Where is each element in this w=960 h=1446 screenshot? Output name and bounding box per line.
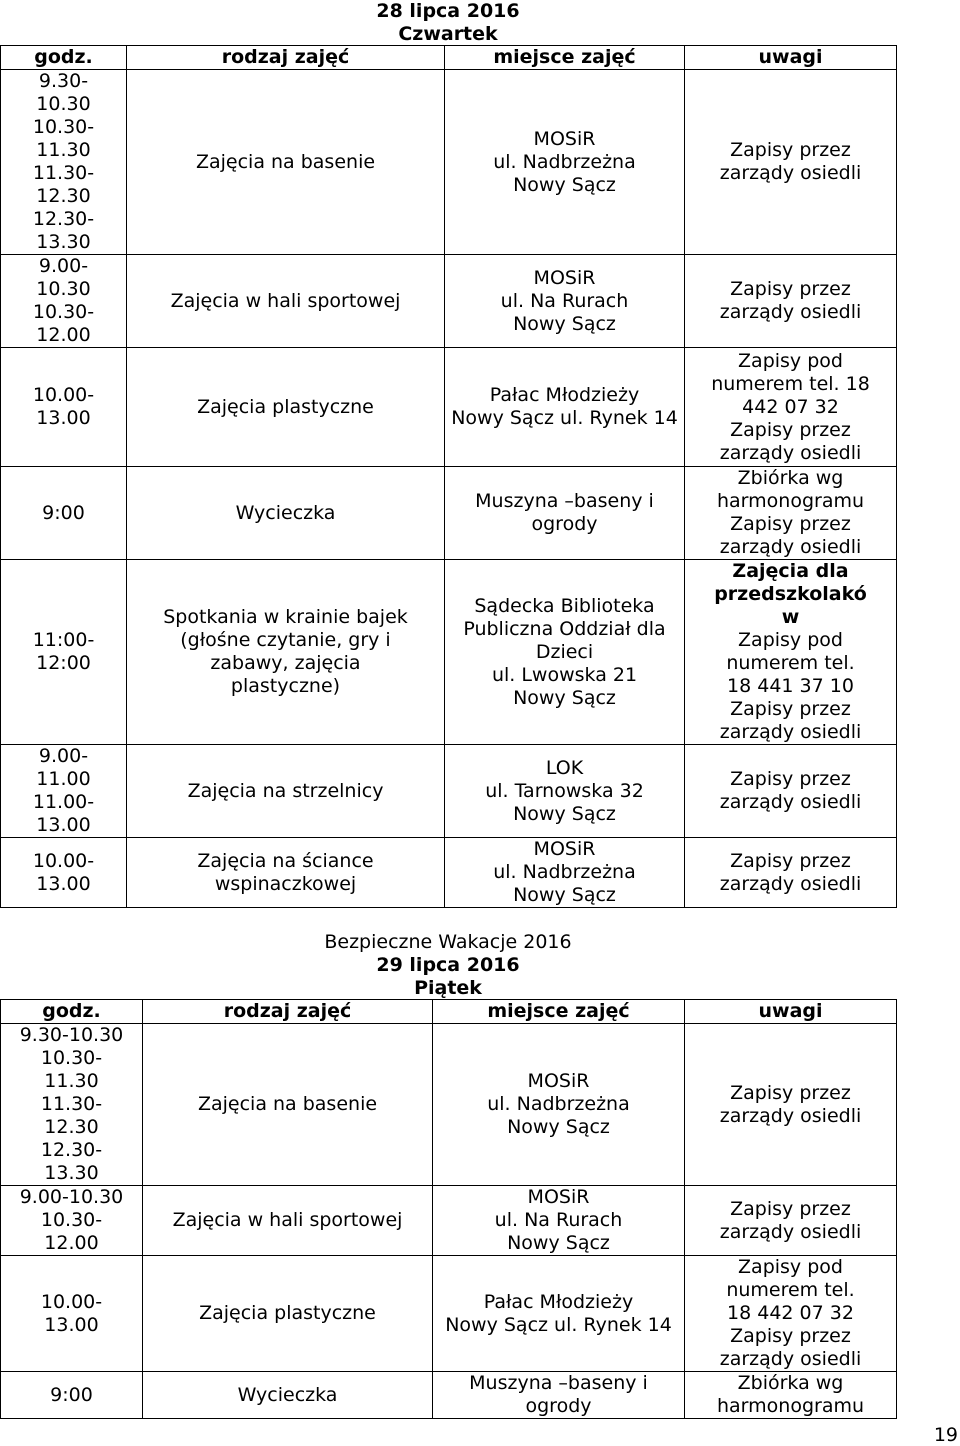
- time-cell: [1, 1024, 143, 1186]
- notes-line: zarządy osiedli: [719, 1348, 862, 1370]
- activity-line: Zajęcia na strzelnicy: [187, 779, 384, 802]
- activity-line: (głośne czytanie, gry i: [180, 629, 391, 651]
- place-line: Muszyna –baseny i: [469, 1372, 648, 1394]
- activity-line: Zajęcia w hali sportowej: [172, 1209, 403, 1231]
- time-cell: [1, 1372, 143, 1419]
- time-line: 11:00-: [32, 629, 95, 651]
- time-line: 13.00: [36, 872, 91, 895]
- time-line: 12.30-: [32, 208, 95, 230]
- table-header-row: [1, 1000, 897, 1024]
- activity-cell: [127, 467, 445, 560]
- header-place: miejsce zajęć: [433, 1000, 685, 1024]
- activity-cell: [127, 745, 445, 838]
- notes-line: zarządy osiedli: [719, 162, 862, 184]
- day1-weekday: Czwartek: [398, 23, 498, 45]
- time-line: 13.00: [36, 814, 91, 836]
- notes-cell: [685, 1256, 897, 1372]
- table-row: [1, 1372, 897, 1419]
- notes-line: zarządy osiedli: [719, 721, 862, 743]
- place-line: Nowy Sącz: [513, 686, 616, 709]
- time-line: 10.30-: [40, 1047, 103, 1069]
- day1-date: 28 lipca 2016: [376, 0, 520, 22]
- time-line: 10.30-: [40, 1209, 103, 1231]
- time-cell: [1, 838, 127, 908]
- program-title: Bezpieczne Wakacje 2016: [324, 931, 572, 953]
- notes-line: Zbiórka wg: [737, 467, 844, 489]
- place-cell: [445, 348, 685, 467]
- place-cell: [445, 560, 685, 745]
- time-line: 13.30: [44, 1162, 99, 1184]
- table-row: [1, 1024, 897, 1186]
- table-row: [1, 838, 897, 908]
- table-row: [1, 1256, 897, 1372]
- place-line: ul. Lwowska 21: [491, 663, 638, 686]
- notes-line: zarządy osiedli: [719, 872, 862, 895]
- notes-bold-line: w: [781, 606, 800, 628]
- page-number: 19: [933, 1424, 958, 1446]
- notes-line: harmonogramu: [716, 490, 865, 512]
- place-line: MOSiR: [527, 1186, 590, 1208]
- notes-line: Zapisy pod: [738, 1256, 843, 1278]
- time-line: 10.30-: [32, 116, 95, 138]
- notes-cell: [685, 255, 897, 348]
- place-line: ogrody: [525, 1395, 592, 1417]
- day2-schedule-table: [0, 999, 897, 1419]
- activity-cell: [127, 70, 445, 255]
- header-activity: rodzaj zajęć: [127, 46, 445, 70]
- place-line: ul. Nadbrzeżna: [493, 150, 636, 173]
- notes-line: 442 07 32: [742, 395, 839, 418]
- place-line: Dzieci: [535, 640, 594, 663]
- place-cell: [433, 1024, 685, 1186]
- activity-cell: [127, 348, 445, 467]
- time-cell: [1, 1256, 143, 1372]
- time-line: 9.00-: [38, 255, 89, 277]
- place-line: MOSiR: [527, 1070, 590, 1092]
- place-line: ul. Na Rurach: [494, 1209, 623, 1231]
- time-line: 12.30-: [40, 1139, 103, 1161]
- header-notes: uwagi: [685, 1000, 897, 1024]
- place-line: MOSiR: [533, 127, 596, 150]
- place-line: Nowy Sącz: [513, 884, 616, 906]
- day2-date: 29 lipca 2016: [376, 954, 520, 976]
- place-line: Nowy Sącz: [513, 173, 616, 196]
- place-line: Muszyna –baseny i: [475, 490, 654, 512]
- time-line: 10.30-: [32, 301, 95, 323]
- notes-cell: [685, 1186, 897, 1256]
- time-line: 12.30: [44, 1116, 99, 1138]
- place-line: Nowy Sącz: [507, 1116, 610, 1138]
- place-cell: [445, 467, 685, 560]
- notes-line: zarządy osiedli: [719, 1220, 862, 1243]
- time-cell: [1, 70, 127, 255]
- activity-line: Zajęcia na basenie: [195, 150, 376, 173]
- time-line: 9:00: [42, 501, 85, 524]
- time-cell: [1, 255, 127, 348]
- notes-line: numerem tel.: [726, 652, 855, 674]
- table-row: [1, 70, 897, 255]
- activity-line: Wycieczka: [237, 1383, 338, 1406]
- place-line: ul. Na Rurach: [500, 289, 629, 312]
- place-cell: [445, 70, 685, 255]
- time-line: 9.30-: [38, 70, 89, 92]
- notes-bold-line: Zajęcia dla: [732, 560, 849, 582]
- time-line: 12:00: [36, 652, 91, 674]
- table-row: [1, 467, 897, 560]
- notes-cell: [685, 70, 897, 255]
- place-line: Publiczna Oddział dla: [463, 617, 666, 640]
- activity-line: plastyczne): [230, 675, 341, 697]
- notes-line: Zapisy przez: [730, 698, 851, 720]
- time-cell: [1, 1186, 143, 1256]
- place-cell: [433, 1256, 685, 1372]
- place-line: Pałac Młodzieży: [489, 384, 640, 406]
- notes-line: numerem tel.: [726, 1279, 855, 1301]
- notes-line: zarządy osiedli: [719, 441, 862, 464]
- table-header-row: [1, 46, 897, 70]
- activity-line: Zajęcia plastyczne: [197, 395, 374, 418]
- time-cell: [1, 467, 127, 560]
- day2-weekday: Piątek: [414, 977, 482, 999]
- place-cell: [445, 255, 685, 348]
- time-line: 9:00: [50, 1383, 93, 1406]
- activity-cell: [143, 1372, 433, 1419]
- notes-cell: [685, 348, 897, 467]
- time-line: 10.30: [36, 278, 91, 300]
- notes-line: zarządy osiedli: [719, 791, 862, 813]
- place-cell: [433, 1372, 685, 1419]
- time-line: 11.30: [44, 1070, 99, 1092]
- notes-line: Zapisy pod: [738, 349, 843, 372]
- notes-line: Zapisy pod: [738, 629, 843, 651]
- time-line: 10.00-: [40, 1290, 103, 1313]
- notes-line: Zapisy przez: [730, 513, 851, 535]
- notes-bold-line: przedszkolakó: [714, 583, 867, 605]
- table-row: [1, 348, 897, 467]
- notes-line: Zapisy przez: [730, 278, 851, 300]
- day2-heading: [0, 931, 896, 1000]
- notes-cell: [685, 560, 897, 745]
- notes-line: Zapisy przez: [730, 849, 851, 872]
- notes-line: Zapisy przez: [730, 139, 851, 161]
- activity-line: Zajęcia plastyczne: [199, 1302, 376, 1324]
- time-line: 9.30-10.30: [19, 1024, 124, 1046]
- time-cell: [1, 560, 127, 745]
- header-place: miejsce zajęć: [445, 46, 685, 70]
- activity-line: zabawy, zajęcia: [210, 652, 361, 674]
- activity-cell: [143, 1186, 433, 1256]
- time-line: 9.00-: [38, 745, 89, 767]
- notes-cell: [685, 745, 897, 838]
- header-time: godz.: [1, 1000, 143, 1024]
- activity-cell: [127, 255, 445, 348]
- place-line: ul. Nadbrzeżna: [487, 1093, 630, 1115]
- notes-cell: [685, 1024, 897, 1186]
- time-line: 11.00-: [32, 791, 95, 813]
- activity-line: Wycieczka: [235, 501, 336, 524]
- place-line: ul. Nadbrzeżna: [493, 861, 636, 883]
- time-line: 10.00-: [32, 384, 95, 406]
- activity-cell: [127, 838, 445, 908]
- table-row: [1, 745, 897, 838]
- place-cell: [433, 1186, 685, 1256]
- time-line: 11.30: [36, 139, 91, 161]
- place-cell: [445, 838, 685, 908]
- activity-line: Zajęcia na basenie: [197, 1093, 378, 1115]
- time-line: 12.00: [36, 324, 91, 346]
- notes-line: zarządy osiedli: [719, 1104, 862, 1127]
- header-time: godz.: [1, 46, 127, 70]
- place-line: ul. Tarnowska 32: [485, 779, 644, 802]
- time-cell: [1, 348, 127, 467]
- table-row: [1, 1186, 897, 1256]
- activity-line: wspinaczkowej: [214, 872, 357, 895]
- place-line: Pałac Młodzieży: [483, 1290, 634, 1313]
- activity-line: Zajęcia na ściance: [197, 849, 374, 872]
- time-line: 13.00: [36, 407, 91, 429]
- activity-cell: [127, 560, 445, 745]
- time-line: 12.30: [36, 185, 91, 207]
- time-line: 12.00: [44, 1232, 99, 1254]
- notes-line: Zbiórka wg: [737, 1372, 844, 1394]
- notes-line: 18 442 07 32: [727, 1302, 854, 1324]
- time-line: 10.00-: [32, 849, 95, 872]
- place-line: ogrody: [531, 513, 598, 535]
- notes-cell: [685, 1372, 897, 1419]
- notes-line: harmonogramu: [716, 1395, 865, 1417]
- activity-cell: [143, 1256, 433, 1372]
- time-line: 13.30: [36, 231, 91, 253]
- notes-cell: [685, 467, 897, 560]
- notes-line: Zapisy przez: [730, 1325, 851, 1347]
- place-line: Nowy Sącz ul. Rynek 14: [451, 407, 678, 429]
- notes-cell: [685, 838, 897, 908]
- time-line: 11.30-: [40, 1093, 103, 1115]
- activity-cell: [143, 1024, 433, 1186]
- notes-line: zarządy osiedli: [719, 301, 862, 323]
- time-line: 9.00-10.30: [19, 1186, 124, 1208]
- place-cell: [445, 745, 685, 838]
- place-line: MOSiR: [533, 838, 596, 860]
- header-notes: uwagi: [685, 46, 897, 70]
- day1-heading: [0, 0, 896, 46]
- notes-line: Zapisy przez: [730, 768, 851, 790]
- place-line: Nowy Sącz: [513, 802, 616, 825]
- activity-line: Zajęcia w hali sportowej: [170, 289, 401, 312]
- place-line: MOSiR: [533, 266, 596, 289]
- table-row: [1, 560, 897, 745]
- notes-line: 18 441 37 10: [727, 675, 854, 697]
- place-line: Sądecka Biblioteka: [474, 594, 655, 617]
- place-line: Nowy Sącz: [507, 1232, 610, 1254]
- header-activity: rodzaj zajęć: [143, 1000, 433, 1024]
- place-line: Nowy Sącz ul. Rynek 14: [445, 1313, 672, 1336]
- notes-line: Zapisy przez: [730, 418, 851, 441]
- notes-line: Zapisy przez: [730, 1197, 851, 1220]
- day1-schedule-table: [0, 45, 897, 908]
- time-cell: [1, 745, 127, 838]
- time-line: 11.00: [36, 768, 91, 790]
- notes-line: zarządy osiedli: [719, 536, 862, 558]
- time-line: 13.00: [44, 1313, 99, 1336]
- place-line: LOK: [545, 756, 584, 779]
- activity-line: Spotkania w krainie bajek: [163, 606, 408, 628]
- place-line: Nowy Sącz: [513, 312, 616, 335]
- time-line: 11.30-: [32, 162, 95, 184]
- table-row: [1, 255, 897, 348]
- time-line: 10.30: [36, 93, 91, 115]
- notes-line: Zapisy przez: [730, 1081, 851, 1104]
- notes-line: numerem tel. 18: [711, 372, 870, 395]
